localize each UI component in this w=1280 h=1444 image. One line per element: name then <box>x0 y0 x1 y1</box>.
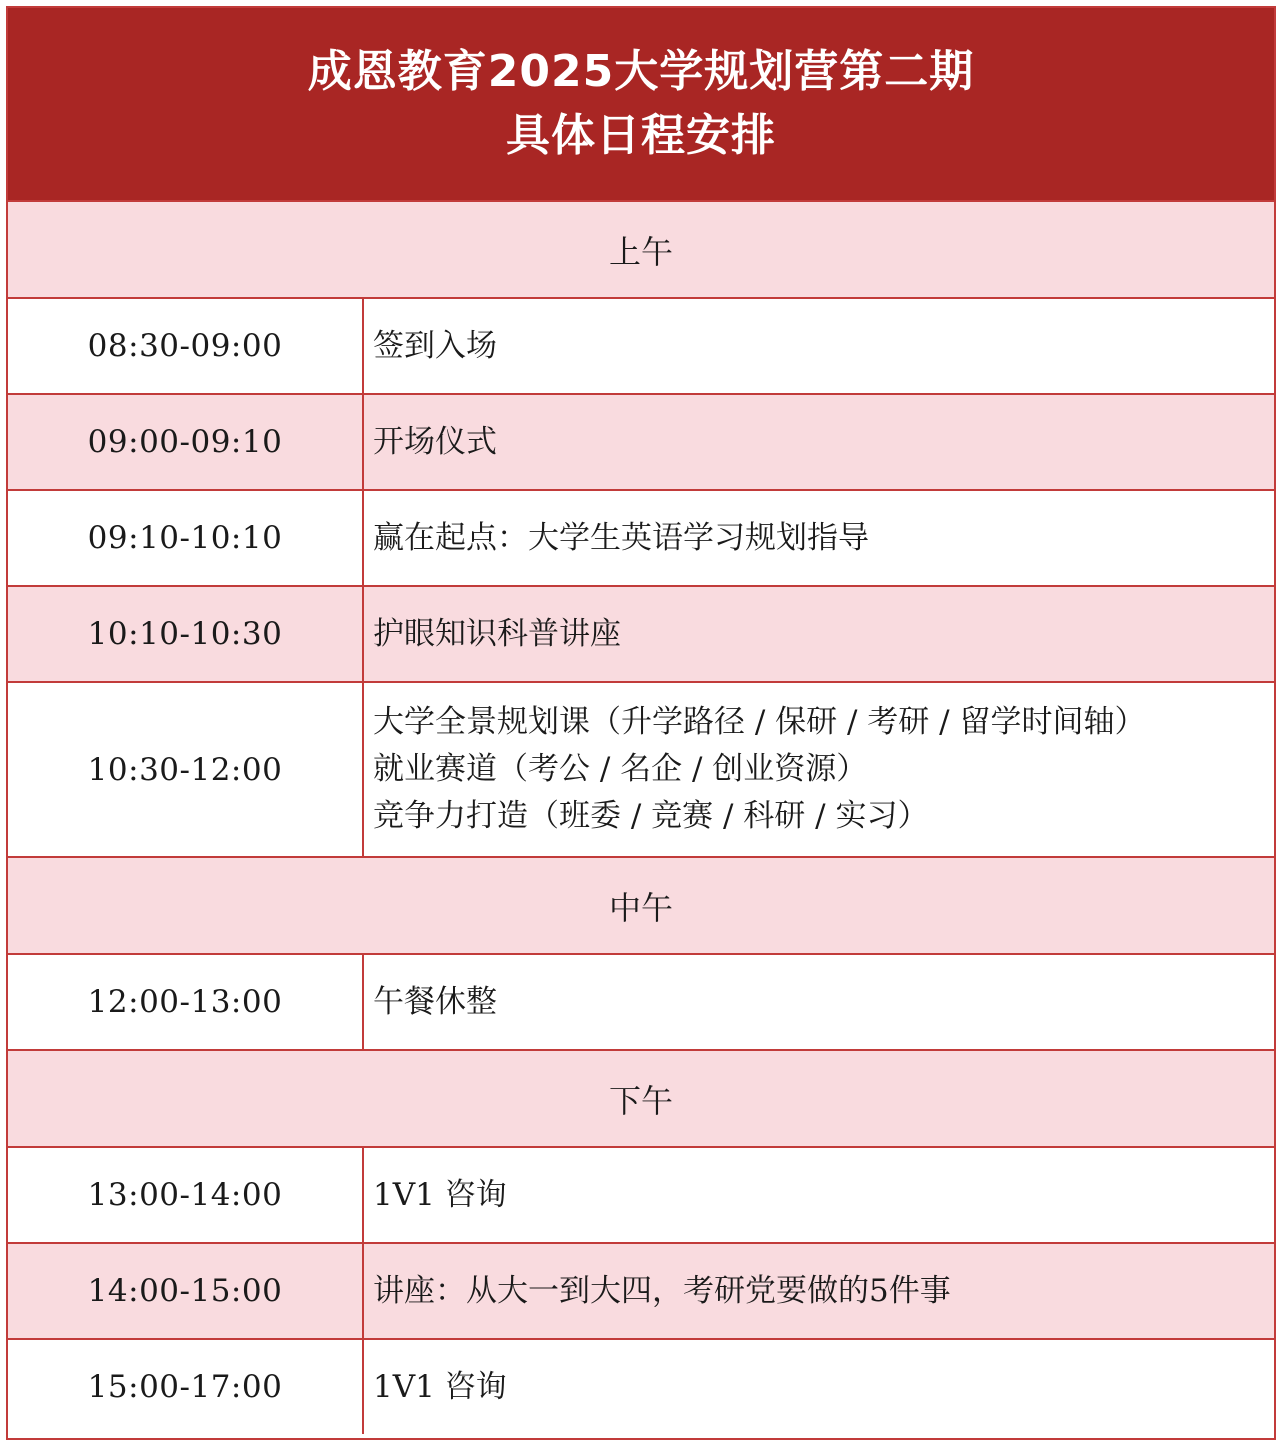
table-row <box>8 585 1274 681</box>
activity-text: 大学全景规划课（升学路径 / 保研 / 考研 / 留学时间轴） <box>373 704 1146 740</box>
activity-cell <box>364 299 1274 393</box>
activity-text: 午餐休整 <box>373 983 497 1020</box>
activity-cell <box>364 955 1274 1049</box>
schedule-header <box>8 8 1274 200</box>
activity-cell <box>364 1244 1274 1338</box>
activity-cell <box>364 1340 1274 1434</box>
title-line-1: 成恩教育2025大学规划营第二期 <box>307 46 975 97</box>
table-row <box>8 297 1274 393</box>
activity-cell <box>364 587 1274 681</box>
table-row <box>8 1146 1274 1242</box>
section-afternoon: 下午 <box>8 1049 1274 1146</box>
activity-cell <box>364 491 1274 585</box>
activity-text: 竞争力打造（班委 / 竞赛 / 科研 / 实习） <box>373 798 929 834</box>
activity-text: 开场仪式 <box>373 423 497 460</box>
section-morning: 上午 <box>8 200 1274 297</box>
section-noon: 中午 <box>8 856 1274 953</box>
activity-cell <box>364 683 1274 856</box>
time-cell: 12:00-13:00 <box>8 955 364 1049</box>
activity-text: 赢在起点：大学生英语学习规划指导 <box>373 519 869 556</box>
time-cell: 10:30-12:00 <box>8 683 364 856</box>
time-cell: 14:00-15:00 <box>8 1244 364 1338</box>
time-cell: 10:10-10:30 <box>8 587 364 681</box>
activity-text: 护眼知识科普讲座 <box>373 615 621 652</box>
table-row <box>8 393 1274 489</box>
time-cell: 09:00-09:10 <box>8 395 364 489</box>
table-row <box>8 489 1274 585</box>
activity-text: 讲座：从大一到大四，考研党要做的5件事 <box>373 1272 951 1309</box>
table-row <box>8 681 1274 856</box>
activity-text: 签到入场 <box>373 327 497 364</box>
activity-cell <box>364 1148 1274 1242</box>
activity-text: 1V1 咨询 <box>373 1368 507 1405</box>
activity-cell <box>364 395 1274 489</box>
time-cell: 13:00-14:00 <box>8 1148 364 1242</box>
title-line-2: 具体日程安排 <box>506 110 776 161</box>
activity-text: 1V1 咨询 <box>373 1176 507 1213</box>
time-cell: 09:10-10:10 <box>8 491 364 585</box>
schedule-table <box>6 6 1276 1440</box>
time-cell: 08:30-09:00 <box>8 299 364 393</box>
time-cell: 15:00-17:00 <box>8 1340 364 1434</box>
table-row <box>8 1338 1274 1434</box>
table-row <box>8 1242 1274 1338</box>
activity-text: 就业赛道（考公 / 名企 / 创业资源） <box>373 751 868 787</box>
table-row <box>8 953 1274 1049</box>
